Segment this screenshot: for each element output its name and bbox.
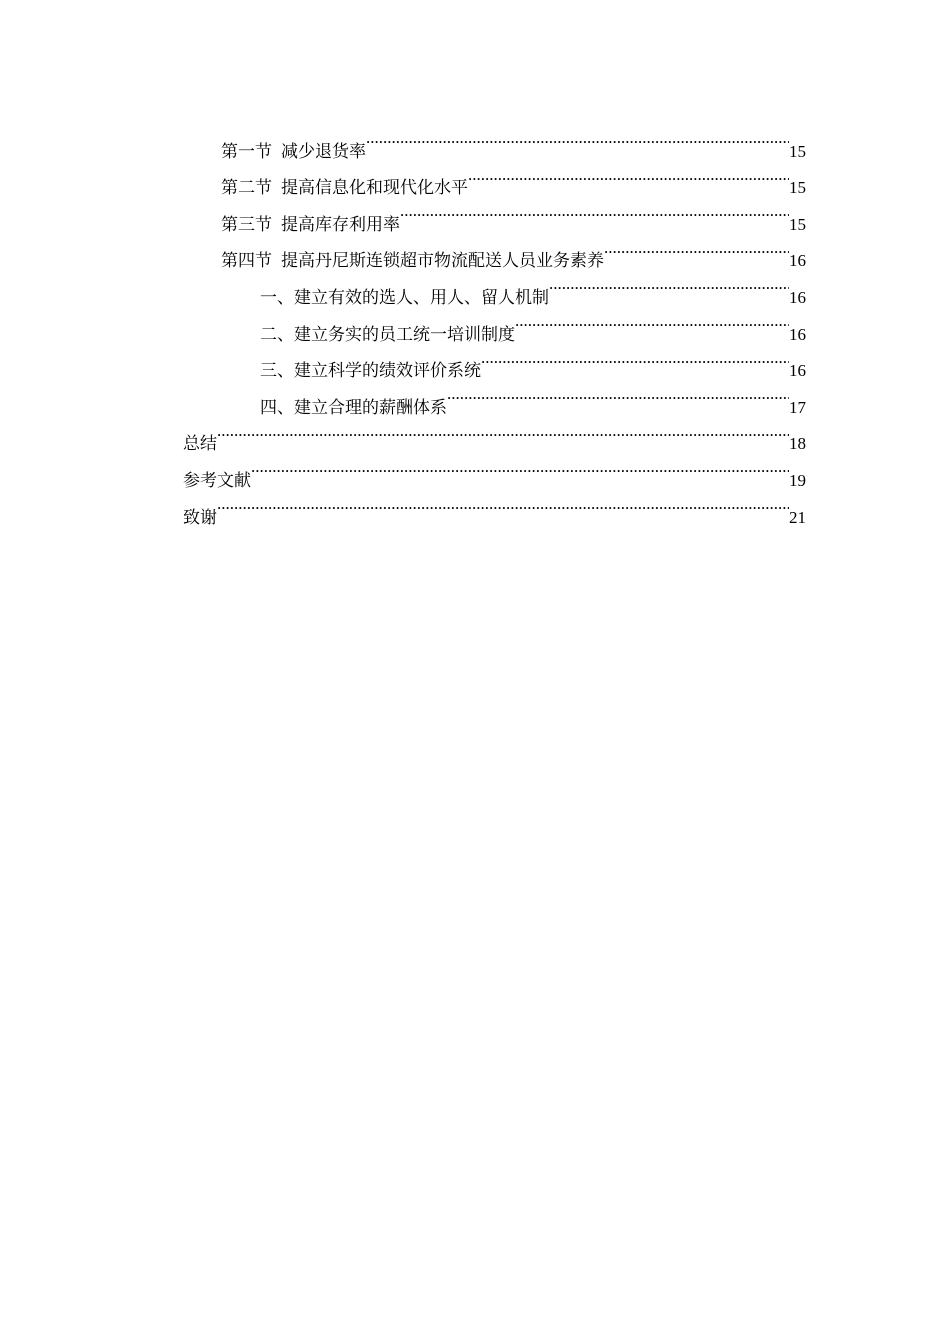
toc-section-number: 第一节 [221,141,272,162]
toc-page-number: 21 [789,507,806,527]
toc-dot-leader [400,193,789,230]
toc-entry-title: 总结 [183,434,217,455]
table-of-contents [183,120,806,528]
toc-entry[interactable] [183,413,806,455]
toc-section-title: 提高信息化和现代化水平 [281,178,468,199]
toc-entry[interactable] [183,449,806,491]
toc-dot-leader [604,230,789,267]
toc-dot-leader [447,376,789,413]
toc-page-number: 18 [789,434,806,454]
toc-entry-title [221,134,366,171]
toc-entry-title [221,243,604,280]
toc-section-title: 提高丹尼斯连锁超市物流配送人员业务素养 [281,251,604,272]
toc-page-number: 19 [789,470,806,490]
toc-section-number: 第二节 [221,178,272,199]
toc-page-number: 15 [789,141,806,161]
toc-page-number: 16 [789,287,806,307]
toc-entry-title: 四、建立合理的薪酬体系 [260,397,447,418]
toc-dot-leader [481,340,789,377]
toc-entry[interactable] [183,120,806,162]
toc-dot-leader [217,486,789,523]
toc-entry-title: 二、建立务实的员工统一培训制度 [260,324,515,345]
toc-entry-title: 三、建立科学的绩效评价系统 [260,361,481,382]
toc-page-number: 15 [789,214,806,234]
toc-page-number: 15 [789,178,806,198]
toc-dot-leader [217,413,789,450]
toc-section-number: 第四节 [221,251,272,272]
toc-section-title: 减少退货率 [281,141,366,162]
toc-dot-leader [251,449,789,486]
toc-page-number: 16 [789,324,806,344]
toc-dot-leader [468,157,789,194]
toc-page-number: 17 [789,397,806,417]
toc-entry-title: 致谢 [183,507,217,528]
toc-dot-leader [549,266,789,303]
toc-dot-leader [366,120,789,157]
toc-dot-leader [515,303,789,340]
toc-entry-title: 参考文献 [183,470,251,491]
toc-entry-title: 一、建立有效的选人、用人、留人机制 [260,287,549,308]
toc-entry-title [221,207,400,244]
toc-section-number: 第三节 [221,214,272,235]
toc-section-title: 提高库存利用率 [281,214,400,235]
toc-page-number: 16 [789,251,806,271]
toc-page-number: 16 [789,361,806,381]
toc-entry[interactable] [183,486,806,528]
